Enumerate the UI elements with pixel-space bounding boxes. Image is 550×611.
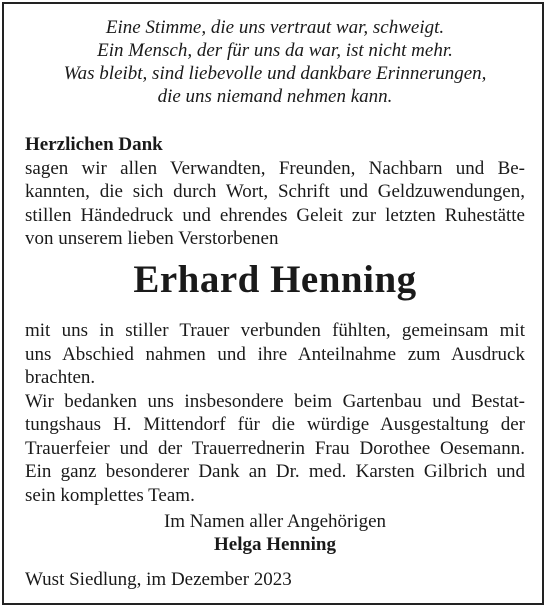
body-line: tungshaus H. Mittendorf für die würdige Ausgestaltung der	[25, 414, 525, 435]
place-date: Wust Siedlung, im Dezember 2023	[25, 569, 292, 590]
body-line: sein komplettes Team.	[25, 484, 195, 506]
body-text	[25, 319, 525, 507]
poem-line: die uns niemand nehmen kann.	[157, 86, 393, 107]
body-line: Wir bedanken uns insbesondere beim Gartenbau und Bestat-	[25, 390, 525, 412]
poem-line: Ein Mensch, der für uns da war, ist nicht mehr.	[97, 40, 453, 61]
on-behalf-text: Im Namen aller Angehörigen	[163, 511, 387, 532]
thanks-line: von unserem lieben Verstorbenen	[25, 228, 279, 249]
thanks-section	[25, 133, 525, 251]
body-line: brachten.	[25, 367, 96, 388]
poem-line: Eine Stimme, die uns vertraut war, schweigt.	[105, 17, 445, 38]
body-line: mit uns in stiller Trauer verbunden fühlten, gemeinsam mit	[25, 320, 525, 341]
thanks-heading: Herzlichen Dank	[25, 134, 163, 155]
thanks-line: kannten, die sich durch Wort, Schrift und Geldzuwendungen,	[25, 181, 525, 202]
deceased-name: Erhard Henning	[133, 258, 417, 301]
memorial-poem	[0, 16, 550, 108]
thanks-line: stillen Händedruck und ehrendes Geleit zur letzten Ruhestätte	[25, 204, 525, 226]
body-line: Ein ganz besonderer Dank an Dr. med. Karsten Gilbrich und	[25, 461, 525, 482]
closing-block	[0, 510, 550, 556]
thanks-line: sagen wir allen Verwandten, Freunden, Nachbarn und Be-	[25, 157, 525, 179]
poem-line: Was bleibt, sind liebevolle und dankbare Erinnerungen,	[63, 63, 487, 84]
body-line: Trauerfeier und der Trauerrednerin Frau Dorothee Oesemann.	[25, 437, 525, 459]
body-line: uns Abschied nahmen und ihre Anteilnahme zum Ausdruck	[25, 343, 525, 365]
signatory-name: Helga Henning	[214, 534, 336, 555]
